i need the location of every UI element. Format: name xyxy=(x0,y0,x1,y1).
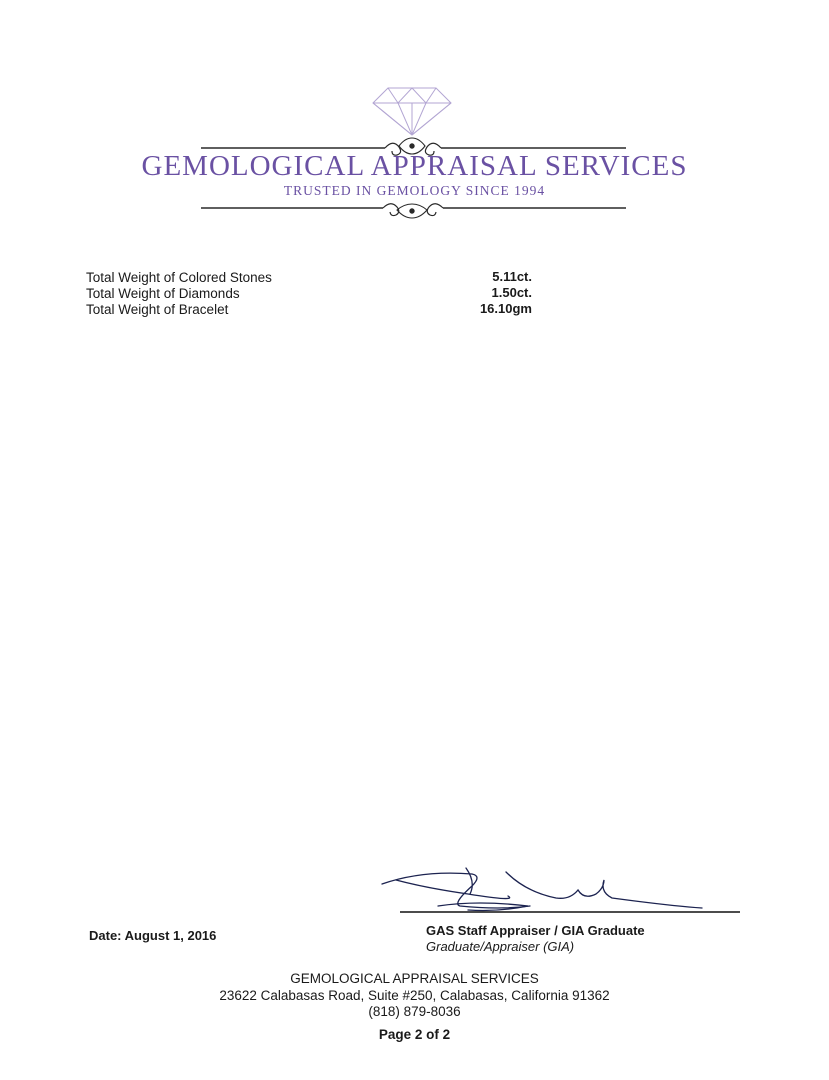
footer xyxy=(0,971,829,1043)
letterhead xyxy=(0,0,829,230)
appraisal-date: Date: August 1, 2016 xyxy=(89,928,217,943)
appraiser-signature xyxy=(376,860,746,922)
weight-label: Total Weight of Bracelet xyxy=(86,302,229,317)
weight-label: Total Weight of Diamonds xyxy=(86,286,240,301)
weight-row-diamonds xyxy=(86,286,546,302)
weight-row-colored-stones xyxy=(86,270,546,286)
diamond-icon xyxy=(373,88,451,135)
company-name: GEMOLOGICAL APPRAISAL SERVICES xyxy=(141,150,688,182)
weight-label: Total Weight of Colored Stones xyxy=(86,270,272,285)
footer-company: GEMOLOGICAL APPRAISAL SERVICES xyxy=(290,971,539,986)
weight-value: 1.50ct. xyxy=(491,285,532,300)
footer-address: 23622 Calabasas Road, Suite #250, Calabasas, California 91362 xyxy=(219,987,610,1003)
appraiser-title: GAS Staff Appraiser / GIA Graduate xyxy=(426,923,645,938)
appraiser-credentials: Graduate/Appraiser (GIA) xyxy=(426,939,575,954)
weight-summary xyxy=(86,270,546,318)
weight-value: 5.11ct. xyxy=(492,269,532,284)
weight-value: 16.10gm xyxy=(479,301,532,316)
footer-phone: (818) 879-8036 xyxy=(368,1004,461,1019)
page-number: Page 2 of 2 xyxy=(378,1026,451,1042)
lower-rule xyxy=(201,204,626,218)
weight-row-bracelet xyxy=(86,302,546,318)
company-tagline: TRUSTED IN GEMOLOGY SINCE 1994 xyxy=(283,183,546,198)
